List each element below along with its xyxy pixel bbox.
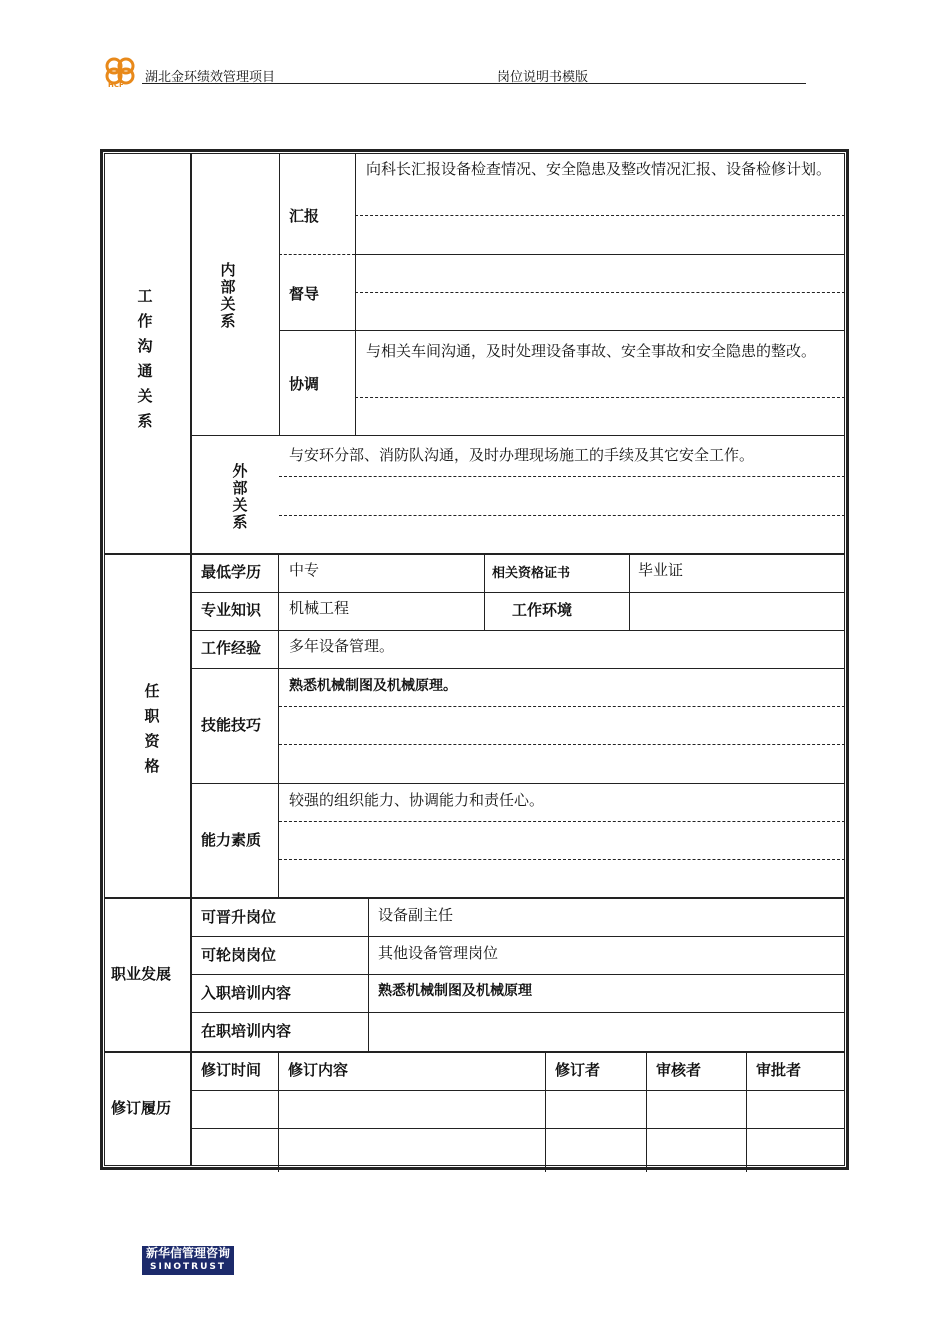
divider <box>190 974 845 975</box>
certificate-label: 相关资格证书 <box>492 566 571 581</box>
column-divider <box>190 153 192 1166</box>
internal-relations-label: 内 部 关 系 <box>220 261 236 330</box>
header-rule <box>142 83 806 84</box>
header-project-title: 湖北金环绩效管理项目 <box>145 70 276 85</box>
dashed-line <box>355 397 845 398</box>
divider <box>190 592 845 593</box>
induction-value: 熟悉机械制图及机械原理 <box>378 983 532 999</box>
supervise-label: 督导 <box>289 285 320 303</box>
section-divider <box>104 897 845 899</box>
dashed-line <box>279 515 845 516</box>
divider <box>278 1052 279 1172</box>
environment-label: 工作环境 <box>512 601 573 619</box>
ability-label: 能力素质 <box>201 831 262 849</box>
education-label: 最低学历 <box>201 563 262 581</box>
coordinate-label: 协调 <box>289 375 320 393</box>
revision-col-reviser: 修订者 <box>555 1061 601 1079</box>
onjob-label: 在职培训内容 <box>201 1022 292 1040</box>
divider <box>190 936 845 937</box>
promotion-label: 可晋升岗位 <box>201 908 277 926</box>
external-relations-label: 外 部 关 系 <box>232 462 248 531</box>
education-value: 中专 <box>289 561 320 579</box>
divider <box>190 630 845 631</box>
dashed-line <box>355 215 845 216</box>
knowledge-label: 专业知识 <box>201 601 262 619</box>
divider <box>278 554 279 898</box>
divider <box>279 254 355 255</box>
divider <box>368 898 369 1052</box>
ability-value: 较强的组织能力、协调能力和责任心。 <box>289 791 545 809</box>
dashed-line <box>279 859 845 860</box>
footer-logo-line2: SINOTRUST <box>149 1262 226 1272</box>
induction-label: 入职培训内容 <box>201 984 292 1002</box>
revision-col-approver: 审批者 <box>756 1061 802 1079</box>
divider <box>190 435 845 436</box>
divider <box>190 668 845 669</box>
revision-col-content: 修订内容 <box>288 1061 349 1079</box>
rotation-value: 其他设备管理岗位 <box>378 944 499 962</box>
revision-col-reviewer: 审核者 <box>656 1061 702 1079</box>
table-inner-border <box>104 153 845 1166</box>
dashed-line <box>279 744 845 745</box>
knowledge-value: 机械工程 <box>289 599 350 617</box>
section-divider <box>104 1051 845 1053</box>
divider <box>190 1012 845 1013</box>
report-label: 汇报 <box>289 207 320 225</box>
experience-label: 工作经验 <box>201 639 262 657</box>
skills-label: 技能技巧 <box>201 716 262 734</box>
dashed-line <box>279 476 845 477</box>
header-doc-title: 岗位说明书模版 <box>497 70 589 85</box>
divider <box>190 1128 845 1129</box>
divider <box>355 254 845 255</box>
promotion-value: 设备副主任 <box>378 906 454 924</box>
divider <box>190 783 845 784</box>
footer-logo <box>142 1246 234 1275</box>
section-divider <box>104 553 845 555</box>
certificate-value: 毕业证 <box>638 561 684 579</box>
experience-value: 多年设备管理。 <box>289 637 395 655</box>
divider <box>279 330 845 331</box>
divider <box>646 1052 647 1172</box>
section-label-qualification: 任 职 资 格 <box>144 682 160 775</box>
footer-logo-line1: 新华信管理咨询 <box>145 1246 230 1260</box>
divider <box>545 1052 546 1172</box>
coordinate-text: 与相关车间沟通，及时处理设备事故、安全事故和安全隐患的整改。 <box>366 342 817 360</box>
dashed-line <box>279 821 845 822</box>
divider <box>190 1090 845 1091</box>
divider <box>355 153 356 435</box>
company-logo <box>102 56 138 90</box>
revision-col-time: 修订时间 <box>201 1061 262 1079</box>
dashed-line <box>355 292 845 293</box>
divider <box>746 1052 747 1172</box>
section-label-communication: 工 作 沟 通 关 系 <box>137 287 153 430</box>
rotation-label: 可轮岗岗位 <box>201 946 277 964</box>
report-text: 向科长汇报设备检查情况、安全隐患及整改情况汇报、设备检修计划。 <box>366 160 832 178</box>
skills-value: 熟悉机械制图及机械原理。 <box>289 678 457 694</box>
logo-text: HCF <box>108 81 124 89</box>
section-label-revision: 修订履历 <box>111 1099 172 1117</box>
dashed-line <box>279 706 845 707</box>
external-text: 与安环分部、消防队沟通，及时办理现场施工的手续及其它安全工作。 <box>289 446 755 464</box>
section-label-career: 职业发展 <box>111 965 172 983</box>
divider <box>279 153 280 435</box>
